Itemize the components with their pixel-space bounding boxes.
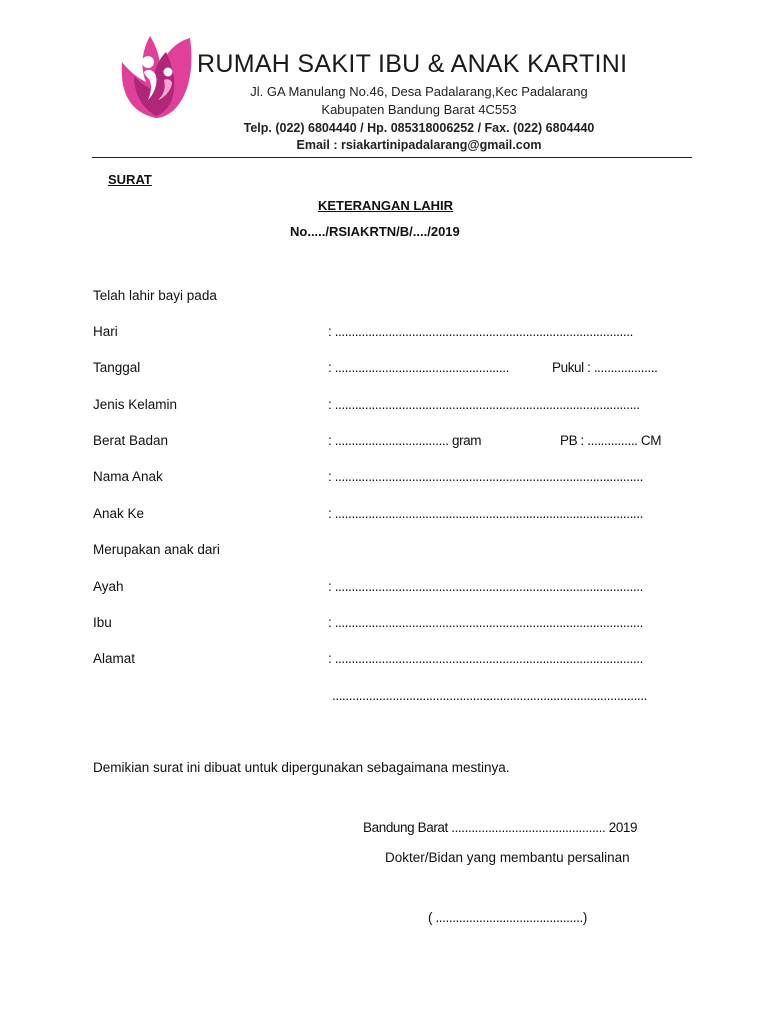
field-label-berat-badan: Berat Badan [93, 433, 169, 448]
signature-blank[interactable]: ( ............................................) [428, 910, 587, 925]
place-date[interactable]: Bandung Barat .............................................. 2019 [363, 820, 638, 835]
field-blank-tanggal[interactable]: : .................................................... [328, 360, 509, 375]
closing-text: Demikian surat ini dibuat untuk dipergunakan sebagaimana mestinya. [93, 760, 510, 775]
field-blank-ayah[interactable]: : ............................................................................................ [328, 579, 643, 594]
field-blank-alamat-line2[interactable]: .............................................................................................. [332, 688, 647, 703]
address-line-1: Jl. GA Manulang No.46, Desa Padalarang,Kec Padalarang [250, 84, 588, 99]
field-blank-nama-anak[interactable]: : ............................................................................................ [328, 469, 643, 484]
field-label-anak-ke: Anak Ke [93, 506, 145, 521]
field-blank-anak-ke[interactable]: : ............................................................................................ [328, 506, 643, 521]
field-blank-ibu[interactable]: : ............................................................................................ [328, 615, 643, 630]
field-blank-alamat[interactable]: : ............................................................................................ [328, 651, 643, 666]
field-label-ibu: Ibu [93, 615, 112, 630]
field-label-nama-anak: Nama Anak [93, 469, 163, 484]
field-label-ayah: Ayah [93, 579, 124, 594]
field-label-tanggal: Tanggal [93, 360, 141, 375]
header-divider [92, 157, 692, 158]
address-line-2: Kabupaten Bandung Barat 4C553 [321, 102, 517, 117]
hospital-name: RUMAH SAKIT IBU & ANAK KARTINI [197, 50, 628, 78]
field-label-jenis-kelamin: Jenis Kelamin [93, 397, 178, 412]
intro-text: Telah lahir bayi pada [93, 288, 217, 303]
field-blank-pukul[interactable]: Pukul : ................... [552, 360, 658, 375]
phone-line: Telp. (022) 6804440 / Hp. 085318006252 / Fax. (022) 6804440 [243, 121, 595, 135]
doc-label: SURAT [108, 172, 152, 187]
signer-role: Dokter/Bidan yang membantu persalinan [385, 850, 630, 865]
field-blank-berat-badan[interactable]: : .................................. gram [328, 433, 482, 448]
field-blank-pb[interactable]: PB : ............... CM [560, 433, 662, 448]
email-line: Email : rsiakartinipadalarang@gmail.com [296, 138, 542, 152]
field-blank-jenis-kelamin[interactable]: : ........................................................................................... [328, 397, 640, 412]
doc-title: KETERANGAN LAHIR [318, 198, 454, 213]
doc-number: No...../RSIAKRTN/B/..../2019 [290, 224, 460, 239]
field-label-hari: Hari [93, 324, 118, 339]
field-label-alamat: Alamat [93, 651, 136, 666]
parents-intro-text: Merupakan anak dari [93, 542, 220, 557]
field-blank-hari[interactable]: : ......................................................................................... [328, 324, 633, 339]
